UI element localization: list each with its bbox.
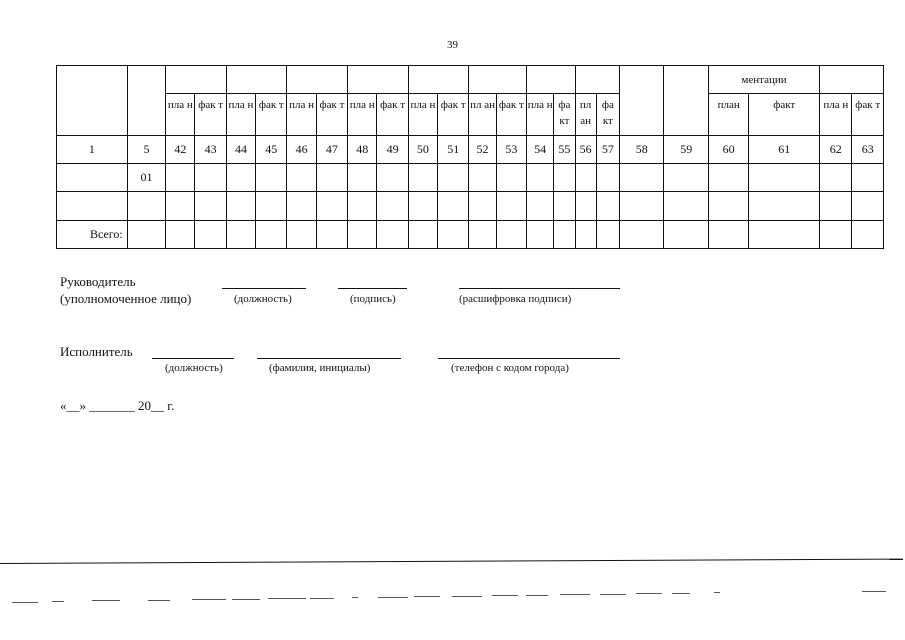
head-position-hint: (должность): [234, 293, 292, 305]
column-number: 58: [619, 136, 663, 164]
scan-dash: [862, 591, 886, 592]
column-number: 51: [438, 136, 469, 164]
column-number: 1: [57, 136, 128, 164]
subheader-cell: пла н: [226, 94, 255, 136]
column-number: 56: [575, 136, 596, 164]
column-number: 46: [287, 136, 316, 164]
table-cell: [820, 66, 884, 94]
subheader-cell: фак т: [195, 94, 226, 136]
scan-dash: [492, 595, 518, 596]
column-number: 50: [408, 136, 437, 164]
head-decode-line[interactable]: [459, 288, 620, 289]
table-cell: [287, 66, 348, 94]
scan-dash: [452, 596, 482, 597]
column-number: 59: [664, 136, 708, 164]
table-cell: [469, 66, 527, 94]
executor-label: Исполнитель: [60, 344, 133, 359]
column-number: 48: [348, 136, 377, 164]
table-cell: [575, 66, 619, 94]
table-cell: [57, 66, 128, 136]
table-cell: [127, 66, 165, 136]
column-number: 44: [226, 136, 255, 164]
executor-name-hint: (фамилия, инициалы): [269, 362, 371, 374]
subheader-cell: пл ан: [469, 94, 496, 136]
header-fragment: ментации: [708, 66, 819, 94]
total-label: Всего:: [57, 221, 128, 249]
subheader-cell: пла н: [408, 94, 437, 136]
page-number: 39: [447, 39, 458, 51]
table-cell: [664, 66, 708, 136]
scan-dash: [148, 600, 170, 601]
head-position-line[interactable]: [222, 288, 306, 289]
subheader-cell: фак т: [256, 94, 287, 136]
column-number: 49: [377, 136, 408, 164]
date-line: «__» _______ 20__ г.: [60, 398, 175, 413]
executor-name-line[interactable]: [257, 358, 401, 359]
scan-dash: [378, 597, 408, 598]
subheader-cell: пла н: [820, 94, 852, 136]
scan-dash: [352, 597, 358, 598]
subheader-cell: фа кт: [554, 94, 575, 136]
subheader-cell: пл ан: [575, 94, 596, 136]
table-header-row: [57, 66, 884, 94]
table-cell: [408, 66, 469, 94]
table-cell: [619, 66, 663, 136]
table-row: [57, 192, 884, 221]
scan-dash: [636, 593, 662, 594]
scan-dash: [310, 598, 334, 599]
scan-dash: [714, 592, 720, 593]
scan-dash: [672, 593, 690, 594]
table-cell: [527, 66, 576, 94]
subheader-cell: фак т: [316, 94, 347, 136]
table-cell: [226, 66, 287, 94]
column-number: 47: [316, 136, 347, 164]
subheader-cell: фак т: [852, 94, 884, 136]
head-decode-hint: (расшифровка подписи): [459, 293, 572, 305]
scan-dash: [92, 600, 120, 601]
subheader-cell: пла н: [287, 94, 316, 136]
subheader-cell: факт: [749, 94, 820, 136]
head-sublabel: (уполномоченное лицо): [60, 291, 192, 306]
head-signature-line[interactable]: [338, 288, 407, 289]
scan-dash: [192, 599, 226, 600]
head-signature-hint: (подпись): [350, 293, 396, 305]
column-number: 61: [749, 136, 820, 164]
scan-dash: [560, 594, 590, 595]
table-row: [57, 164, 884, 192]
subheader-cell: фак т: [438, 94, 469, 136]
scan-dash: [52, 601, 64, 602]
scan-dash: [414, 596, 440, 597]
column-number: 52: [469, 136, 496, 164]
executor-phone-hint: (телефон с кодом города): [451, 362, 569, 374]
column-number: 5: [127, 136, 165, 164]
executor-phone-line[interactable]: [438, 358, 620, 359]
cut-line: [0, 559, 903, 564]
table-cell: [57, 164, 128, 192]
report-table: [56, 65, 884, 249]
column-number: 53: [496, 136, 526, 164]
column-number: 60: [708, 136, 748, 164]
subheader-cell: пла н: [527, 94, 554, 136]
scan-dash: [232, 599, 260, 600]
head-label: Руководитель: [60, 274, 136, 289]
scan-dash: [600, 594, 626, 595]
subheader-cell: план: [708, 94, 748, 136]
column-number: 63: [852, 136, 884, 164]
subheader-cell: пла н: [166, 94, 195, 136]
column-number: 62: [820, 136, 852, 164]
scan-dash: [526, 595, 548, 596]
column-number-row: [57, 136, 884, 164]
table-cell: [348, 66, 409, 94]
column-number: 54: [527, 136, 554, 164]
column-number: 43: [195, 136, 226, 164]
executor-position-hint: (должность): [165, 362, 223, 374]
table-subheader-row: [57, 94, 884, 136]
row-code: 01: [127, 164, 165, 192]
column-number: 57: [596, 136, 619, 164]
scan-dash: [268, 598, 306, 599]
subheader-cell: фак т: [496, 94, 526, 136]
executor-position-line[interactable]: [152, 358, 234, 359]
table-cell: [166, 66, 227, 94]
total-row: [57, 221, 884, 249]
column-number: 42: [166, 136, 195, 164]
column-number: 55: [554, 136, 575, 164]
column-number: 45: [256, 136, 287, 164]
subheader-cell: пла н: [348, 94, 377, 136]
subheader-cell: фак т: [377, 94, 408, 136]
subheader-cell: фа кт: [596, 94, 619, 136]
scan-dash: [12, 602, 38, 603]
